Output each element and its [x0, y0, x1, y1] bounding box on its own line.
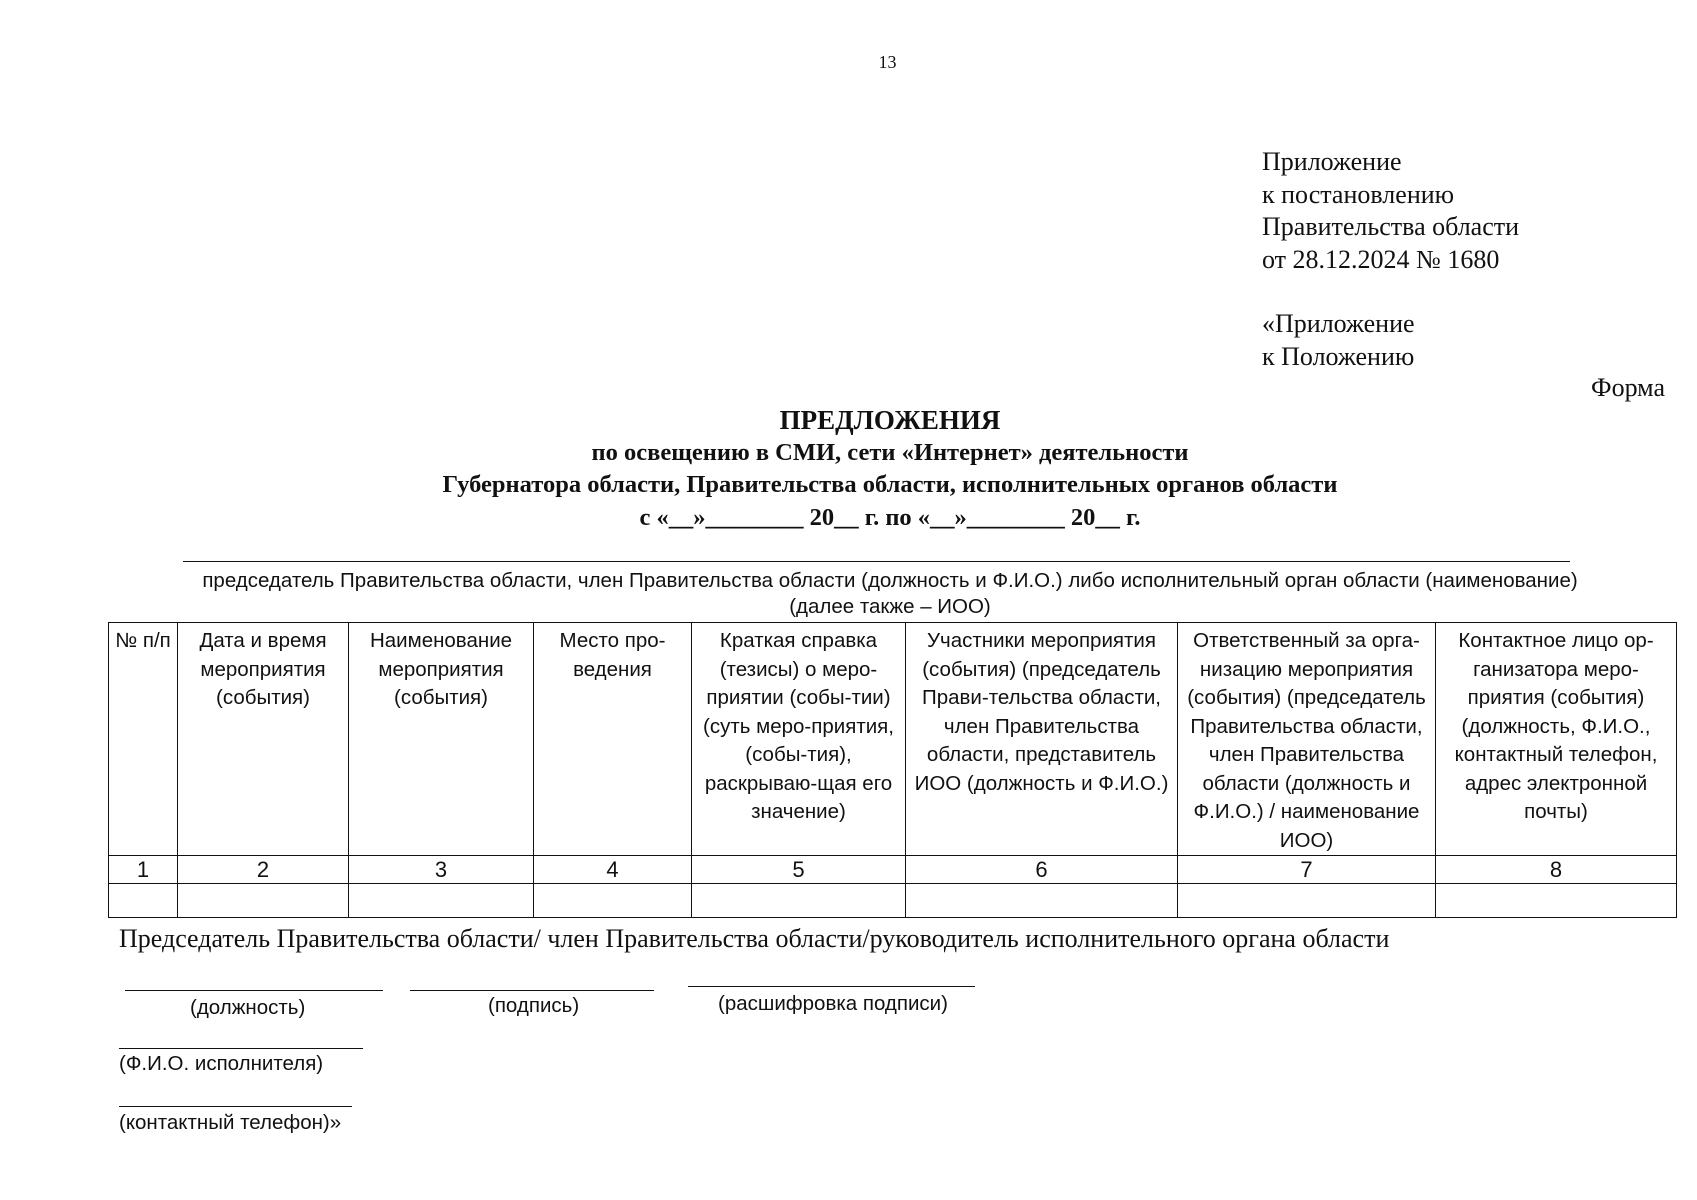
column-number: 4	[534, 856, 692, 884]
header-cell: № п/п	[109, 623, 178, 856]
position-caption: (должность)	[190, 996, 306, 1019]
table-cell	[692, 884, 906, 918]
column-number: 3	[349, 856, 534, 884]
decryption-caption: (расшифровка подписи)	[718, 992, 948, 1015]
table-row	[109, 884, 1677, 918]
column-number: 6	[906, 856, 1178, 884]
org-fill-line	[183, 561, 1570, 562]
org-caption-line: председатель Правительства области, член Правительства области (должность и Ф.И.О.) либо исполнительный орган области (наименование)	[202, 569, 1578, 592]
table-cell	[349, 884, 534, 918]
position-fill-line	[125, 990, 383, 991]
header-cell: Дата и время мероприятия (события)	[178, 623, 349, 856]
table-cell	[1436, 884, 1677, 918]
table-cell	[109, 884, 178, 918]
header-cell: Краткая справка (тезисы) о меро-приятии (собы-тии) (суть меро-приятия, (собы-тия), раскрываю-щая его значение)	[692, 623, 906, 856]
title-line: Губернатора области, Правительства области, исполнительных органов области	[442, 471, 1338, 498]
table-number-row	[109, 856, 1677, 884]
table-cell	[906, 884, 1178, 918]
column-number: 2	[178, 856, 349, 884]
signature-caption: (подпись)	[488, 994, 580, 1017]
appendix-line: Приложение	[1262, 147, 1402, 176]
table-cell	[1178, 884, 1436, 918]
page-number: 13	[878, 52, 897, 72]
org-caption-line: (далее также – ИОО)	[789, 595, 991, 618]
header-cell: Участники мероприятия (события) (председатель Прави-тельства области, член Правительства области, представитель ИОО (должность и Ф.И.О.)	[906, 623, 1178, 856]
table-cell	[534, 884, 692, 918]
signature-fill-line	[410, 990, 654, 991]
executor-caption: (Ф.И.О. исполнителя)	[119, 1052, 324, 1075]
appendix-block	[1262, 146, 1519, 373]
table-header-row	[109, 623, 1677, 856]
column-number: 5	[692, 856, 906, 884]
appendix-line: к постановлению	[1262, 179, 1455, 209]
document-title	[0, 404, 1697, 534]
appendix-line: от 28.12.2024 № 1680	[1262, 244, 1500, 274]
phone-caption: (контактный телефон)»	[119, 1111, 342, 1134]
executor-fill-line	[119, 1048, 363, 1049]
table-cell	[178, 884, 349, 918]
header-cell: Место про-ведения	[534, 623, 692, 856]
title-line: ПРЕДЛОЖЕНИЯ	[779, 405, 1001, 435]
decryption-fill-line	[688, 986, 975, 987]
appendix-inner-line: к Положению	[1262, 341, 1415, 371]
header-cell: Наименование мероприятия (события)	[349, 623, 534, 856]
column-number: 1	[109, 856, 178, 884]
appendix-inner-line: «Приложение	[1262, 309, 1415, 338]
column-number: 8	[1436, 856, 1677, 884]
column-number: 7	[1178, 856, 1436, 884]
signer-line: Председатель Правительства области/ член Правительства области/руководитель исполнительного органа области	[119, 924, 1390, 953]
appendix-line: Правительства области	[1262, 212, 1520, 241]
header-cell: Ответственный за орга-низацию мероприятия (события) (председатель Правительства области, член Правительства области (должность и Ф.И.О.) / наименование ИОО)	[1178, 623, 1436, 856]
form-label: Форма	[1591, 373, 1665, 402]
title-line: по освещению в СМИ, сети «Интернет» деятельности	[591, 438, 1189, 466]
org-caption	[40, 568, 1697, 620]
title-period-line: с «__»________ 20__ г. по «__»________ 20__ г.	[639, 503, 1141, 531]
phone-fill-line	[119, 1106, 352, 1107]
proposals-table	[108, 622, 1677, 918]
header-cell: Контактное лицо ор-ганизатора меро-приятия (события) (должность, Ф.И.О., контактный телефон, адрес электронной почты)	[1436, 623, 1677, 856]
